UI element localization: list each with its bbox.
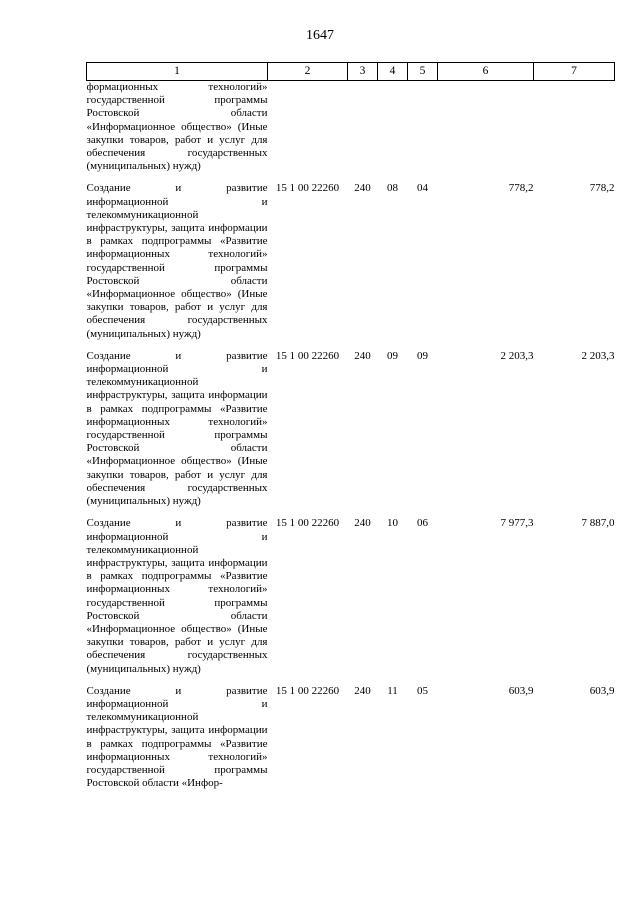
table-row bbox=[87, 81, 615, 174]
row-amount-col6 bbox=[438, 81, 534, 174]
row-spacer bbox=[87, 173, 615, 182]
row-target-code: 15 1 00 22260 bbox=[275, 517, 340, 530]
row-amount-col6: 2 203,3 bbox=[500, 349, 534, 362]
row-target-code: 15 1 00 22260 bbox=[275, 349, 340, 362]
row-subsection: 06 bbox=[417, 517, 428, 530]
row-expense-type: 240 bbox=[354, 349, 371, 362]
column-header: 4 bbox=[378, 63, 408, 81]
row-amount-col7: 7 887,0 bbox=[581, 517, 615, 530]
row-section: 10 bbox=[387, 517, 398, 530]
row-target-code: 15 1 00 22260 bbox=[275, 182, 340, 195]
row-target-code bbox=[268, 81, 348, 174]
column-header: 6 bbox=[438, 63, 534, 81]
column-header: 3 bbox=[348, 63, 378, 81]
row-expense-type bbox=[348, 81, 378, 174]
row-subsection: 05 bbox=[417, 684, 428, 697]
row-description: формационных технологий» государственной программы Ростовской области «Информационное общество» (Иные закупки товаров, работ и услуг для обеспечения государственных (муниципальных) нужд) bbox=[86, 81, 268, 173]
table-row bbox=[87, 685, 615, 791]
row-amount-col7: 778,2 bbox=[589, 182, 615, 195]
column-header: 7 bbox=[534, 63, 615, 81]
row-subsection: 04 bbox=[417, 182, 428, 195]
table-row bbox=[87, 182, 615, 340]
row-amount-col6: 778,2 bbox=[508, 182, 534, 195]
budget-table bbox=[86, 62, 615, 790]
row-section: 08 bbox=[387, 182, 398, 195]
row-section bbox=[378, 81, 408, 174]
row-section: 11 bbox=[387, 684, 398, 697]
row-description: Создание и развитие информационной и телекоммуникационной инфраструктуры, защита информации в рамках подпрограммы «Развитие информационных технологий» государственной программы Ростовской области «Инфор- bbox=[86, 684, 268, 790]
row-spacer bbox=[87, 508, 615, 517]
row-description: Создание и развитие информационной и телекоммуникационной инфраструктуры, защита информации в рамках подпрограммы «Развитие информационных технологий» государственной программы Ростовской области «Информационное общество» (Иные закупки товаров, работ и услуг для обеспечения государственных (муниципальных) нужд) bbox=[86, 182, 268, 340]
row-amount-col7 bbox=[534, 81, 615, 174]
column-header: 1 bbox=[87, 63, 268, 81]
row-target-code: 15 1 00 22260 bbox=[275, 684, 340, 697]
row-spacer bbox=[87, 341, 615, 350]
column-header: 2 bbox=[268, 63, 348, 81]
row-expense-type: 240 bbox=[354, 517, 371, 530]
header-row bbox=[87, 63, 615, 81]
row-subsection bbox=[408, 81, 438, 174]
row-amount-col6: 603,9 bbox=[508, 684, 534, 697]
table-row bbox=[87, 517, 615, 675]
row-subsection: 09 bbox=[417, 349, 428, 362]
table-row bbox=[87, 350, 615, 508]
row-expense-type: 240 bbox=[354, 684, 371, 697]
row-section: 09 bbox=[387, 349, 398, 362]
row-amount-col7: 2 203,3 bbox=[581, 349, 615, 362]
row-expense-type: 240 bbox=[354, 182, 371, 195]
row-description: Создание и развитие информационной и телекоммуникационной инфраструктуры, защита информации в рамках подпрограммы «Развитие информационных технологий» государственной программы Ростовской области «Информационное общество» (Иные закупки товаров, работ и услуг для обеспечения государственных (муниципальных) нужд) bbox=[86, 517, 268, 675]
row-spacer bbox=[87, 676, 615, 685]
column-header: 5 bbox=[408, 63, 438, 81]
page-number: 1647 bbox=[306, 28, 334, 43]
row-amount-col6: 7 977,3 bbox=[500, 517, 534, 530]
row-amount-col7: 603,9 bbox=[589, 684, 615, 697]
row-description: Создание и развитие информационной и телекоммуникационной инфраструктуры, защита информации в рамках подпрограммы «Развитие информационных технологий» государственной программы Ростовской области «Информационное общество» (Иные закупки товаров, работ и услуг для обеспечения государственных (муниципальных) нужд) bbox=[86, 349, 268, 508]
